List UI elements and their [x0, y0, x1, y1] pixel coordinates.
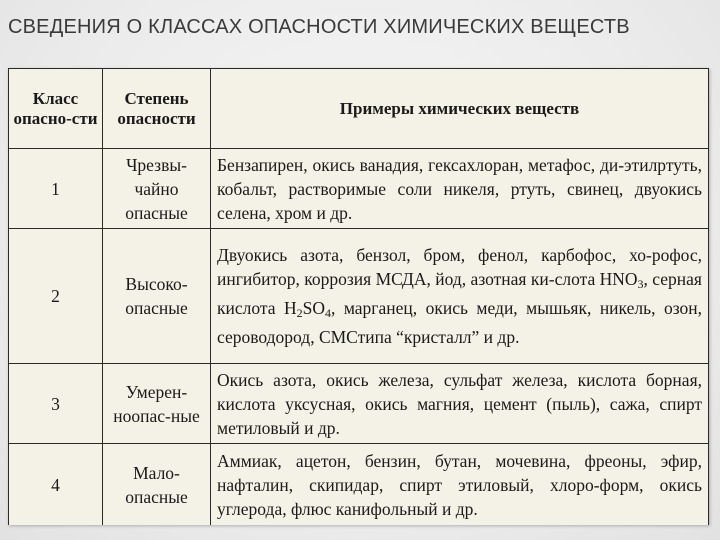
table-header-row	[9, 69, 709, 149]
header-degree: Степень опасности	[103, 69, 211, 149]
table-row	[9, 229, 709, 364]
table-row	[9, 364, 709, 444]
hazard-degree: Мало-опасные	[103, 444, 211, 526]
hazard-degree: Чрезвы-чайно опасные	[103, 149, 211, 229]
subscript: 4	[325, 306, 331, 320]
header-class: Класс опасно-сти	[9, 69, 103, 149]
class-number: 2	[9, 229, 103, 364]
subscript: 2	[296, 306, 303, 320]
examples-text: Аммиак, ацетон, бензин, бутан, мочевина, фреоны, эфир, нафталин, скипидар, спирт этиловый, хлоро-форм, окись углерода, флюс канифольный и др.	[211, 444, 709, 526]
class-number: 4	[9, 444, 103, 526]
examples-text: Окись азота, окись железа, сульфат железа, кислота борная, кислота уксусная, окись магния, цемент (пыль), сажа, спирт метиловый и др.	[211, 364, 709, 444]
table-row	[9, 444, 709, 526]
hazard-degree: Высоко-опасные	[103, 229, 211, 364]
hazard-classes-table	[8, 68, 709, 525]
table-row	[9, 149, 709, 229]
hazard-degree: Умерен-ноопас-ные	[103, 364, 211, 444]
subscript: 3	[637, 277, 644, 291]
examples-text: Бензапирен, окись ванадия, гексахлоран, метафос, ди-этилртуть, кобальт, растворимые соли никеля, ртуть, свинец, двуокись селена, хром и др.	[211, 149, 709, 229]
examples-text-part: Двуокись азота, бензол, бром, фенол, карбофос, хо-рофос, ингибитор, коррозия МСДА, йод, азотная ки-слота HNO	[217, 245, 702, 289]
examples-text-part: SO	[302, 298, 325, 318]
examples-text	[211, 229, 709, 364]
examples-text-part: , серная кислота H	[217, 269, 702, 318]
header-examples: Примеры химических веществ	[211, 69, 709, 149]
page-title: СВЕДЕНИЯ О КЛАССАХ ОПАСНОСТИ ХИМИЧЕСКИХ ВЕЩЕСТВ	[8, 16, 630, 38]
class-number: 3	[9, 364, 103, 444]
examples-text-part: , марганец, окись меди, мышьяк, никель, озон, сероводород, СМСтипа “кристалл” и др.	[217, 298, 702, 347]
class-number: 1	[9, 149, 103, 229]
